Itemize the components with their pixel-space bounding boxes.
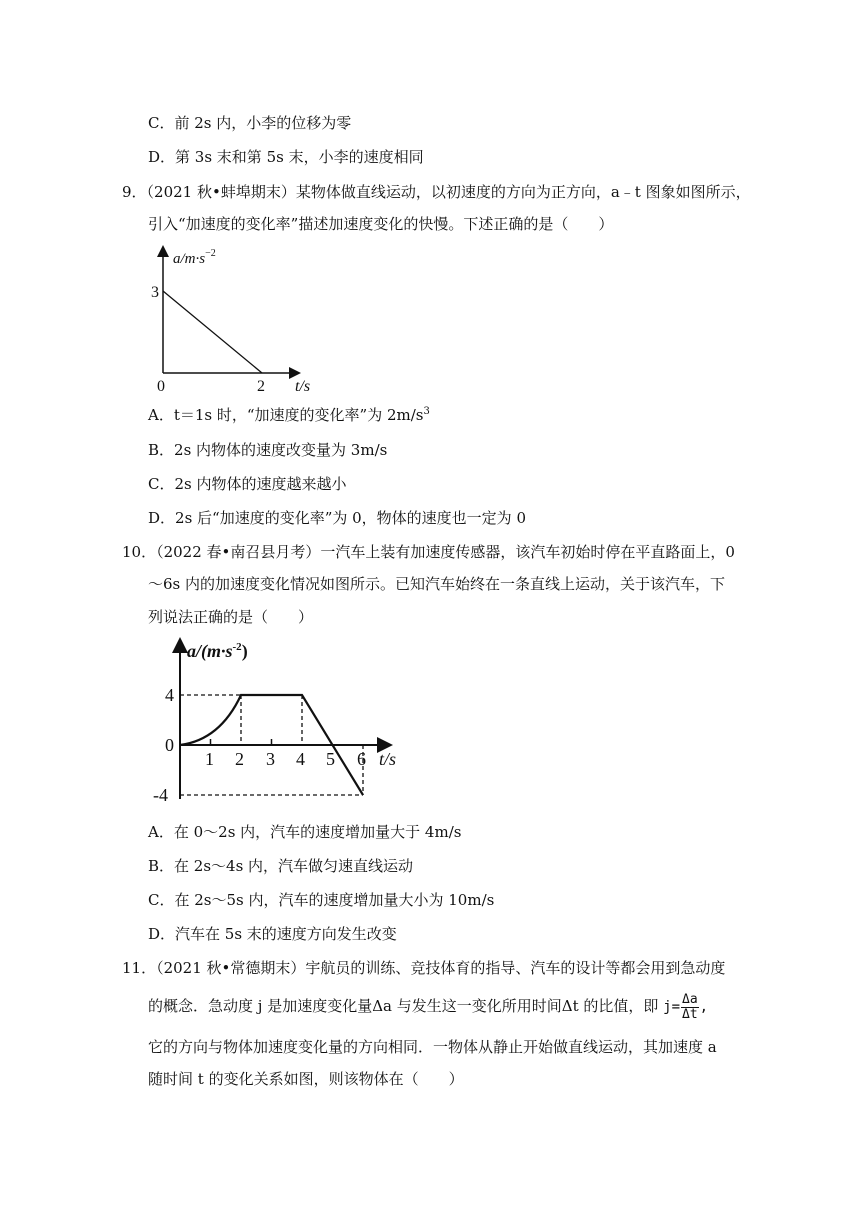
q11-stem-line1: 11．（2021 秋•常德期末）宇航员的训练、竞技体育的指导、汽车的设计等都会用到急动度 bbox=[122, 959, 726, 977]
q10-y-tick-neg4: -4 bbox=[153, 785, 168, 805]
q8-option-d: D．第 3s 末和第 5s 末，小李的速度相同 bbox=[148, 148, 424, 166]
q9-origin-label: 0 bbox=[157, 378, 165, 395]
q10-option-a: A．在 0～2s 内，汽车的速度增加量大于 4m/s bbox=[148, 823, 462, 841]
q10-option-b: B．在 2s～4s 内，汽车做匀速直线运动 bbox=[148, 857, 414, 875]
q10-x-tick-5: 5 bbox=[326, 749, 335, 769]
q9-stem-line1: 9．（2021 秋•蚌埠期末）某物体做直线运动，以初速度的方向为正方向，a﹣t 图象如图所示， bbox=[122, 183, 751, 201]
q10-x-tick-1: 1 bbox=[205, 749, 214, 769]
q11-stem-line4: 随时间 t 的变化关系如图，则该物体在（ ） bbox=[148, 1070, 464, 1088]
q9-y-tick-3: 3 bbox=[151, 284, 159, 301]
q9-option-c: C．2s 内物体的速度越来越小 bbox=[148, 475, 347, 493]
q9-data-line bbox=[163, 291, 262, 373]
q10-y-axis-label: $a/(m\cdot s^{-2})$ bbox=[187, 641, 248, 661]
q9-y-axis-label: $a/m\cdot s^{-2}$ bbox=[173, 248, 216, 267]
q9-option-a: A．t＝1s 时，“加速度的变化率”为 $2m/s^3$ bbox=[148, 406, 430, 424]
q10-x-axis-label: t/s bbox=[379, 749, 397, 769]
q10-at-graph bbox=[145, 637, 425, 817]
q10-x-tick-3: 3 bbox=[266, 749, 275, 769]
q10-y-tick-4: 4 bbox=[165, 685, 174, 705]
q10-stem-line3: 列说法正确的是（ ） bbox=[148, 608, 314, 626]
q9-option-b: B．2s 内物体的速度改变量为 3m/s bbox=[148, 441, 388, 459]
q8-option-c: C．前 2s 内，小李的位移为零 bbox=[148, 114, 352, 132]
q10-stem-line2: ～6s 内的加速度变化情况如图所示。已知汽车始终在一条直线上运动，关于该汽车，下 bbox=[148, 575, 726, 593]
q9-at-graph bbox=[145, 245, 345, 395]
q9-stem-line2: 引入“加速度的变化率”描述加速度变化的快慢。下述正确的是（ ） bbox=[148, 215, 614, 233]
q10-origin-label: 0 bbox=[165, 735, 174, 755]
q9-option-d: D．2s 后“加速度的变化率”为 0，物体的速度也一定为 0 bbox=[148, 509, 526, 527]
q10-stem-line1: 10．（2022 春•南召县月考）一汽车上装有加速度传感器，该汽车初始时停在平直路面上，0 bbox=[122, 543, 735, 561]
q9-x-tick-2: 2 bbox=[257, 378, 265, 395]
q11-formula: j= $\frac{\Delta a}{\Delta t}$ , bbox=[663, 991, 709, 1022]
q11-stem-line2: 的概念．急动度 j 是加速度变化量Δa 与发生这一变化所用时间Δt 的比值，即 j= $\frac{\Delta a}{\Delta t}$ , bbox=[148, 991, 709, 1022]
q9-x-axis-label: t/s bbox=[295, 378, 311, 395]
q10-x-tick-4: 4 bbox=[296, 749, 305, 769]
q10-x-tick-2: 2 bbox=[235, 749, 244, 769]
q10-option-c: C．在 2s～5s 内，汽车的速度增加量大小为 10m/s bbox=[148, 891, 495, 909]
q11-stem-line3: 它的方向与物体加速度变化量的方向相同．一物体从静止开始做直线运动，其加速度 a bbox=[148, 1038, 717, 1056]
q10-x-tick-6: 6 bbox=[357, 749, 366, 769]
q10-option-d: D．汽车在 5s 末的速度方向发生改变 bbox=[148, 925, 397, 943]
